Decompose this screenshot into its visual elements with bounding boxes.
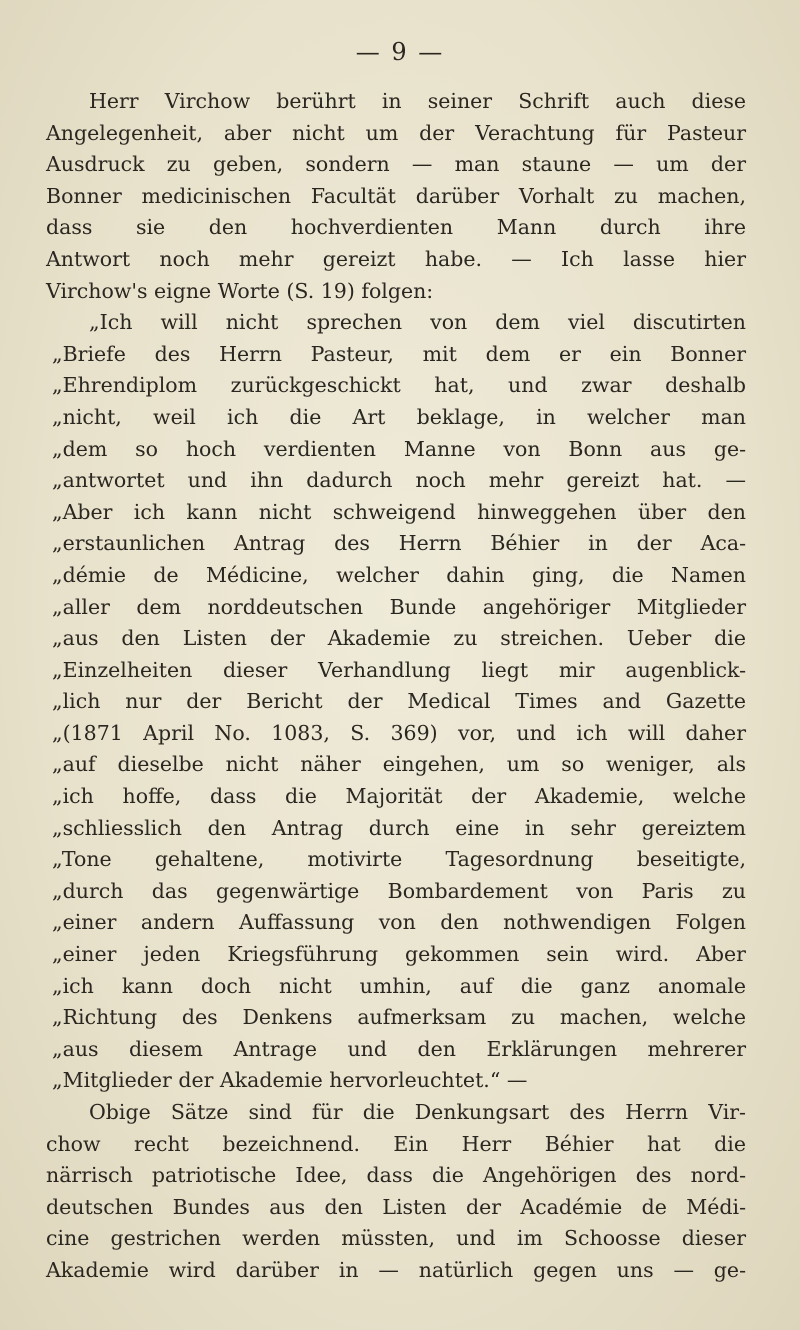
- quote-line: „erstaunlichen Antrag des Herrn Béhier in der Aca-: [52, 531, 746, 556]
- text-line: chow recht bezeichnend. Ein Herr Béhier hat die: [46, 1131, 746, 1156]
- text-line: Bonner medicinischen Facultät darüber Vorhalt zu machen,: [46, 183, 746, 208]
- quote-line: „nicht, weil ich die Art beklage, in welcher man: [52, 404, 746, 429]
- quote-line: „démie de Médicine, welcher dahin ging, die Namen: [52, 562, 746, 587]
- quote-line: „einer jeden Kriegsführung gekommen sein wird. Aber: [52, 942, 746, 967]
- quote-line: „antwortet und ihn dadurch noch mehr gereizt hat. —: [52, 468, 746, 493]
- text-line: dass sie den hochverdienten Mann durch ihre: [46, 215, 746, 240]
- text-line: Angelegenheit, aber nicht um der Verachtung für Pasteur: [46, 120, 746, 145]
- quote-line: „dem so hoch verdienten Manne von Bonn aus ge-: [52, 436, 746, 461]
- quote-line: „durch das gegenwärtige Bombardement von Paris zu: [52, 878, 746, 903]
- quote-line: „einer andern Auffassung von den nothwendigen Folgen: [52, 910, 746, 935]
- quote-line: „aus den Listen der Akademie zu streichen. Ueber die: [52, 626, 746, 651]
- text-line: Obige Sätze sind für die Denkungsart des Herrn Vir-: [89, 1100, 746, 1124]
- quote-line: „Richtung des Denkens aufmerksam zu machen, welche: [52, 1005, 746, 1030]
- quote-line: „aller dem norddeutschen Bunde angehöriger Mitglieder: [52, 594, 746, 619]
- quote-line: „ich hoffe, dass die Majorität der Akademie, welche: [52, 784, 746, 809]
- quote-line: „Briefe des Herrn Pasteur, mit dem er ein Bonner: [52, 341, 746, 366]
- text-line: Herr Virchow berührt in seiner Schrift auch diese: [89, 89, 746, 113]
- text-line: Ausdruck zu geben, sondern — man staune — um der: [46, 152, 746, 177]
- quote-line: „auf dieselbe nicht näher eingehen, um so weniger, als: [52, 752, 746, 777]
- quote-line: „ich kann doch nicht umhin, auf die ganz anomale: [52, 973, 746, 998]
- page-number: — 9 —: [355, 38, 445, 66]
- quote-line: „Aber ich kann nicht schweigend hinweggehen über den: [52, 499, 746, 524]
- quote-line: „(1871 April No. 1083, S. 369) vor, und ich will daher: [52, 720, 746, 745]
- quote-line: „aus diesem Antrage und den Erklärungen mehrerer: [52, 1036, 746, 1061]
- text-line: Virchow's eigne Worte (S. 19) folgen:: [46, 278, 434, 303]
- quote-line: „lich nur der Bericht der Medical Times and Gazette: [52, 689, 746, 714]
- quote-line: „Tone gehaltene, motivirte Tagesordnung beseitigte,: [52, 847, 746, 872]
- text-line: deutschen Bundes aus den Listen der Académie de Médi-: [46, 1194, 746, 1219]
- quote-line: „Ich will nicht sprechen von dem viel discutirten: [89, 310, 746, 335]
- quote-line: „Ehrendiplom zurückgeschickt hat, und zwar deshalb: [52, 373, 746, 398]
- text-line: Akademie wird darüber in — natürlich gegen uns — ge-: [46, 1257, 746, 1282]
- quote-line: „schliesslich den Antrag durch eine in sehr gereiztem: [52, 815, 746, 840]
- text-line: Antwort noch mehr gereizt habe. — Ich lasse hier: [46, 246, 746, 271]
- text-line: närrisch patriotische Idee, dass die Angehörigen des nord-: [46, 1163, 746, 1188]
- quote-line: „Einzelheiten dieser Verhandlung liegt mir augenblick-: [52, 657, 746, 682]
- text-line: cine gestrichen werden müssten, und im Schoosse dieser: [46, 1226, 746, 1251]
- quote-line: „Mitglieder der Akademie hervorleuchtet.“ —: [52, 1068, 528, 1093]
- body-text: [46, 86, 746, 1287]
